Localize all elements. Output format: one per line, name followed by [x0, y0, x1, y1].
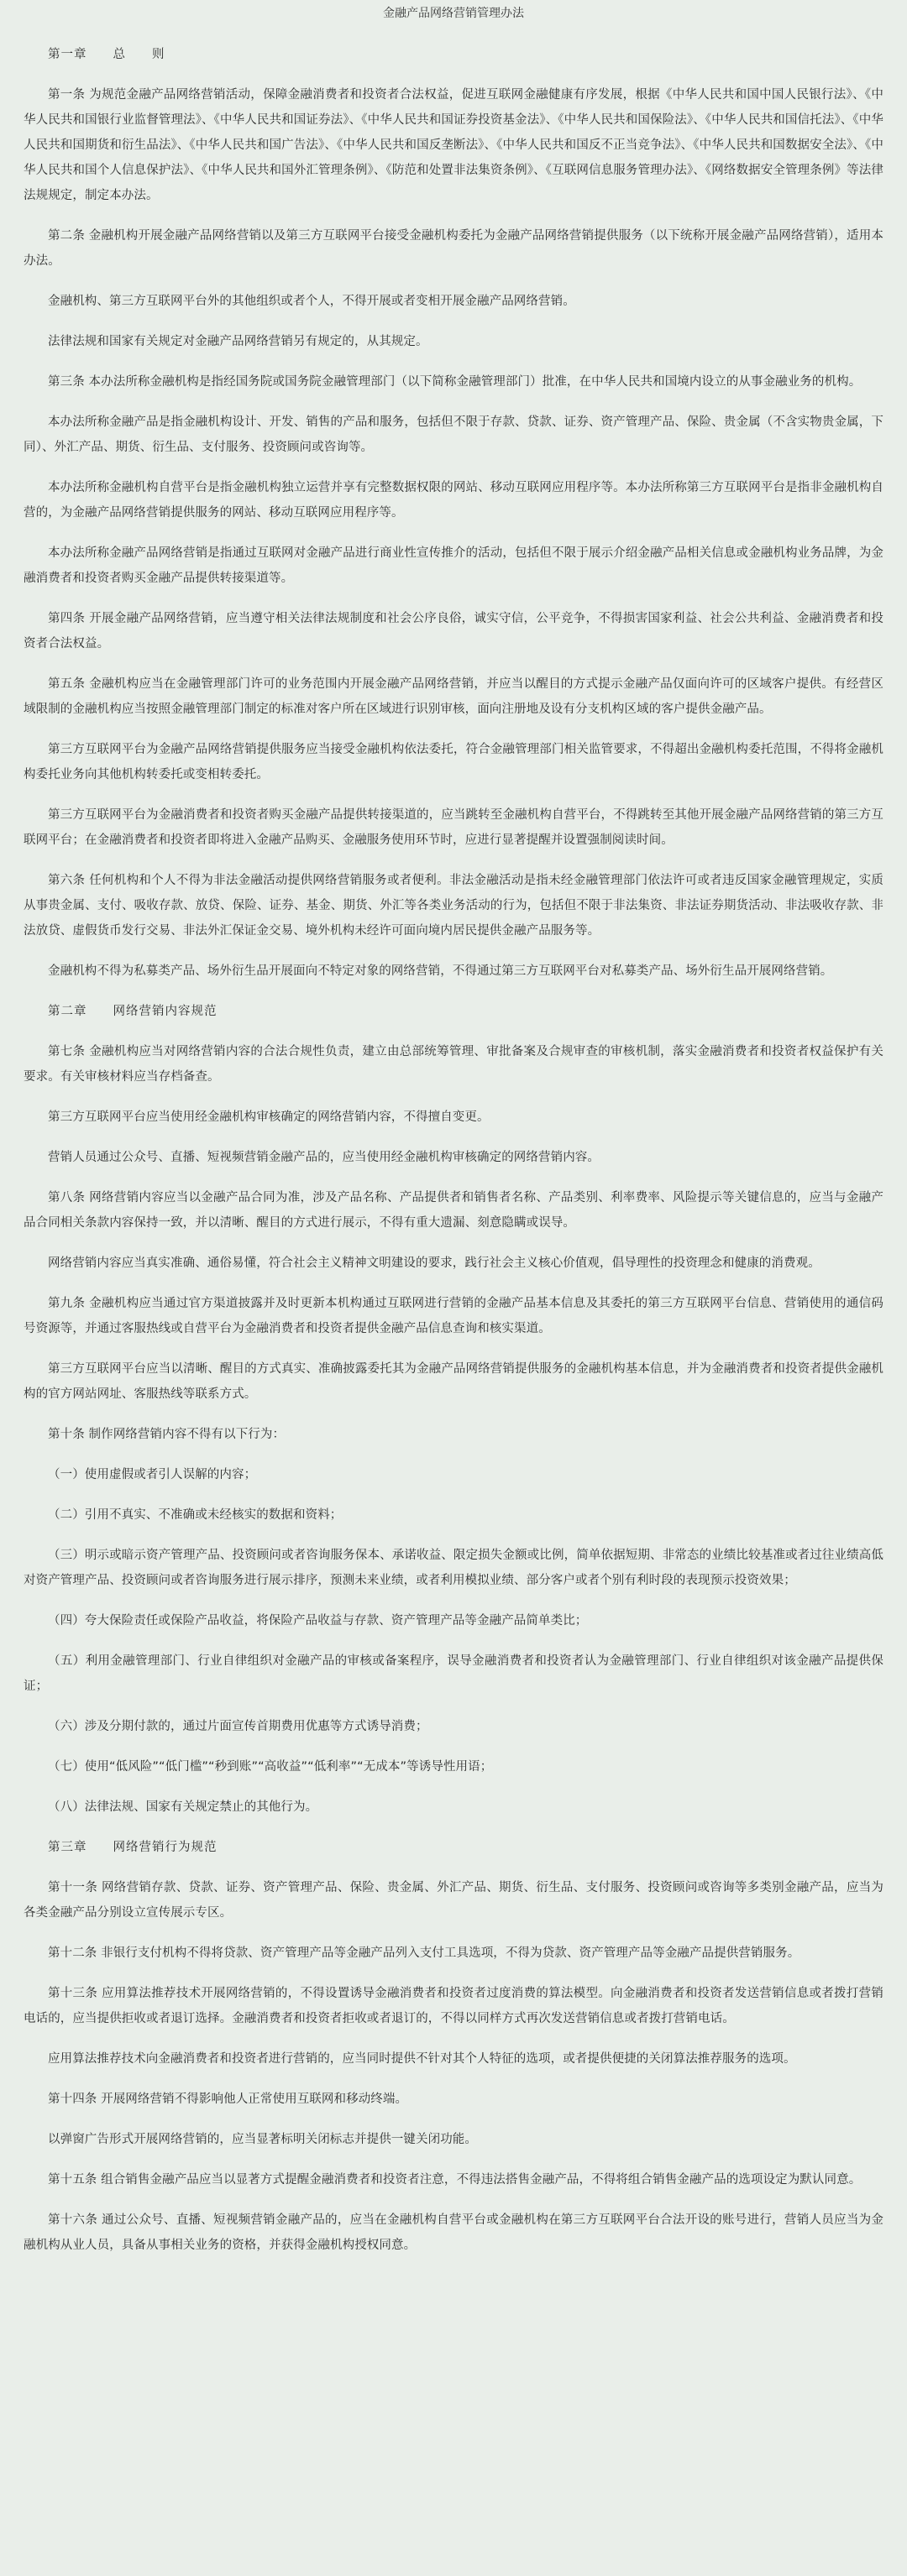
- article-paragraph: 金融机构、第三方互联网平台外的其他组织或者个人，不得开展或者变相开展金融产品网络营销。: [48, 295, 575, 308]
- article-paragraph: 本办法所称金融产品是指金融机构设计、开发、销售的产品和服务，包括但不限于存款、贷款、证券、资产管理产品、保险、贵金属（不含实物贵金属，下同）、外汇产品、期货、衍生品、支付服务、投资顾问或咨询等。: [24, 415, 883, 454]
- chapter-heading: 第一章 总 则: [48, 48, 165, 61]
- list-item: （四）夸大保险责任或保险产品收益，将保险产品收益与存款、资产管理产品等金融产品简单类比；: [48, 1614, 588, 1628]
- article-paragraph: 法律法规和国家有关规定对金融产品网络营销另有规定的，从其规定。: [48, 335, 428, 348]
- document-body: [24, 42, 883, 2258]
- article-paragraph: 第一条 为规范金融产品网络营销活动，保障金融消费者和投资者合法权益，促进互联网金融健康有序发展，根据《中华人民共和国中国人民银行法》、《中华人民共和国银行业监督管理法》、《中华人民共和国证券法》、《中华人民共和国证券投资基金法》、《中华人民共和国保险法》、《中华人民共和国信托法》、《中华人民共和国期货和衍生品法》、《中华人民共和国广告法》、《中华人民共和国反垄断法》、《中华人民共和国反不正当竞争法》、《中华人民共和国数据安全法》、《中华人民共和国个人信息保护法》、《中华人民共和国外汇管理条例》、《防范和处置非法集资条例》、《互联网信息服务管理办法》、《网络数据安全管理条例》等法律法规规定，制定本办法。: [24, 88, 883, 202]
- article-paragraph: 第五条 金融机构应当在金融管理部门许可的业务范围内开展金融产品网络营销，并应当以醒目的方式提示金融产品仅面向许可的区域客户提供。有经营区域限制的金融机构应当按照金融管理部门制定的标准对客户所在区域进行识别审核，面向注册地及设有分支机构区域的客户提供金融产品。: [24, 677, 883, 716]
- article-paragraph: 第十五条 组合销售金融产品应当以显著方式提醒金融消费者和投资者注意，不得违法搭售金融产品，不得将组合销售金融产品的选项设定为默认同意。: [48, 2173, 862, 2187]
- article-paragraph: 第三方互联网平台为金融产品网络营销提供服务应当接受金融机构依法委托，符合金融管理部门相关监管要求，不得超出金融机构委托范围，不得将金融机构委托业务向其他机构转委托或变相转委托。: [24, 743, 883, 781]
- article-paragraph: 第十一条 网络营销存款、贷款、证券、资产管理产品、保险、贵金属、外汇产品、期货、衍生品、支付服务、投资顾问或咨询等多类别金融产品，应当为各类金融产品分别设立宣传展示专区。: [24, 1881, 883, 1920]
- article-paragraph: 第三方互联网平台为金融消费者和投资者购买金融产品提供转接渠道的，应当跳转至金融机构自营平台，不得跳转至其他开展金融产品网络营销的第三方互联网平台；在金融消费者和投资者即将进入金融产品购买、金融服务使用环节时，应进行显著提醒并设置强制阅读时间。: [24, 808, 883, 847]
- article-paragraph: 第七条 金融机构应当对网络营销内容的合法合规性负责，建立由总部统筹管理、审批备案及合规审查的审核机制，落实金融消费者和投资者权益保护有关要求。有关审核材料应当存档备查。: [24, 1045, 883, 1084]
- chapter-heading: 第三章 网络营销行为规范: [48, 1841, 218, 1854]
- article-paragraph: 第八条 网络营销内容应当以金融产品合同为准，涉及产品名称、产品提供者和销售者名称、产品类别、利率费率、风险提示等关键信息的，应当与金融产品合同相关条款内容保持一致，并以清晰、醒目的方式进行展示，不得有重大遗漏、刻意隐瞒或误导。: [24, 1191, 883, 1230]
- list-item: （六）涉及分期付款的，通过片面宣传首期费用优惠等方式诱导消费；: [48, 1720, 428, 1733]
- list-item: （一）使用虚假或者引人误解的内容；: [48, 1468, 257, 1481]
- article-paragraph: 第三条 本办法所称金融机构是指经国务院或国务院金融管理部门（以下简称金融管理部门）批准，在中华人民共和国境内设立的从事金融业务的机构。: [48, 375, 862, 389]
- article-paragraph: 本办法所称金融产品网络营销是指通过互联网对金融产品进行商业性宣传推介的活动，包括但不限于展示介绍金融产品相关信息或金融机构业务品牌，为金融消费者和投资者购买金融产品提供转接渠道等。: [24, 546, 883, 585]
- chapter-heading: 第二章 网络营销内容规范: [48, 1005, 218, 1018]
- list-item: （五）利用金融管理部门、行业自律组织对金融产品的审核或备案程序，误导金融消费者和投资者认为金融管理部门、行业自律组织对该金融产品提供保证；: [24, 1654, 883, 1693]
- article-paragraph: 第十三条 应用算法推荐技术开展网络营销的，不得设置诱导金融消费者和投资者过度消费的算法模型。向金融消费者和投资者发送营销信息或者拨打营销电话的，应当提供拒收或者退订选择。金融消费者和投资者拒收或者退订的，不得以同样方式再次发送营销信息或者拨打营销电话。: [24, 1987, 883, 2025]
- list-item: （二）引用不真实、不准确或未经核实的数据和资料；: [48, 1508, 343, 1522]
- article-paragraph: 第六条 任何机构和个人不得为非法金融活动提供网络营销服务或者便利。非法金融活动是指未经金融管理部门依法许可或者违反国家金融管理规定，实质从事贵金属、支付、吸收存款、放贷、保险、证券、基金、期货、外汇等各类业务活动的行为，包括但不限于非法集资、非法证券期货活动、非法吸收存款、非法放贷、虚假货币发行交易、非法外汇保证金交易、境外机构未经许可面向境内居民提供金融产品服务等。: [24, 874, 883, 938]
- article-paragraph: 本办法所称金融机构自营平台是指金融机构独立运营并享有完整数据权限的网站、移动互联网应用程序等。本办法所称第三方互联网平台是指非金融机构自营的，为金融产品网络营销提供服务的网站、移动互联网应用程序等。: [24, 481, 883, 520]
- list-item: （七）使用“低风险”“低门槛”“秒到账”“高收益”“低利率”“无成本”等诱导性用语；: [48, 1760, 493, 1774]
- article-paragraph: 第十六条 通过公众号、直播、短视频营销金融产品的，应当在金融机构自营平台或金融机构在第三方互联网平台合法开设的账号进行，营销人员应当为金融机构从业人员，具备从事相关业务的资格，并获得金融机构授权同意。: [24, 2213, 883, 2252]
- article-paragraph: 金融机构不得为私募类产品、场外衍生品开展面向不特定对象的网络营销，不得通过第三方互联网平台对私募类产品、场外衍生品开展网络营销。: [48, 964, 833, 978]
- article-paragraph: 以弹窗广告形式开展网络营销的，应当显著标明关闭标志并提供一键关闭功能。: [48, 2133, 477, 2146]
- article-paragraph: 营销人员通过公众号、直播、短视频营销金融产品的，应当使用经金融机构审核确定的网络营销内容。: [48, 1151, 600, 1164]
- article-paragraph: 第九条 金融机构应当通过官方渠道披露并及时更新本机构通过互联网进行营销的金融产品基本信息及其委托的第三方互联网平台信息、营销使用的通信码号资源等，并通过客服热线或自营平台为金融消费者和投资者提供金融产品信息查询和核实渠道。: [24, 1297, 883, 1335]
- list-item: （三）明示或暗示资产管理产品、投资顾问或者咨询服务保本、承诺收益、限定损失金额或比例，简单依据短期、非常态的业绩比较基准或者过往业绩高低对资产管理产品、投资顾问或者咨询服务进行展示排序，预测未来业绩，或者利用模拟业绩、部分客户或者个别有利时段的表现预示投资效果；: [24, 1549, 883, 1587]
- article-paragraph: 应用算法推荐技术向金融消费者和投资者进行营销的，应当同时提供不针对其个人特征的选项，或者提供便捷的关闭算法推荐服务的选项。: [48, 2052, 796, 2066]
- article-paragraph: 第十四条 开展网络营销不得影响他人正常使用互联网和移动终端。: [48, 2093, 408, 2106]
- document-title: 金融产品网络营销管理办法: [383, 7, 524, 20]
- article-paragraph: 第四条 开展金融产品网络营销，应当遵守相关法律法规制度和社会公序良俗，诚实守信，公平竞争，不得损害国家利益、社会公共利益、金融消费者和投资者合法权益。: [24, 612, 883, 651]
- article-paragraph: 第三方互联网平台应当以清晰、醒目的方式真实、准确披露委托其为金融产品网络营销提供服务的金融机构基本信息，并为金融消费者和投资者提供金融机构的官方网站网址、客服热线等联系方式。: [24, 1362, 883, 1401]
- article-paragraph: 网络营销内容应当真实准确、通俗易懂，符合社会主义精神文明建设的要求，践行社会主义核心价值观，倡导理性的投资理念和健康的消费观。: [48, 1257, 820, 1270]
- list-item: （八）法律法规、国家有关规定禁止的其他行为。: [48, 1800, 318, 1814]
- article-paragraph: 第二条 金融机构开展金融产品网络营销以及第三方互联网平台接受金融机构委托为金融产品网络营销提供服务（以下统称开展金融产品网络营销），适用本办法。: [24, 229, 883, 268]
- article-paragraph: 第十条 制作网络营销内容不得有以下行为：: [48, 1428, 286, 1441]
- article-paragraph: 第三方互联网平台应当使用经金融机构审核确定的网络营销内容，不得擅自变更。: [48, 1110, 490, 1124]
- article-paragraph: 第十二条 非银行支付机构不得将贷款、资产管理产品等金融产品列入支付工具选项，不得为贷款、资产管理产品等金融产品提供营销服务。: [48, 1946, 800, 1960]
